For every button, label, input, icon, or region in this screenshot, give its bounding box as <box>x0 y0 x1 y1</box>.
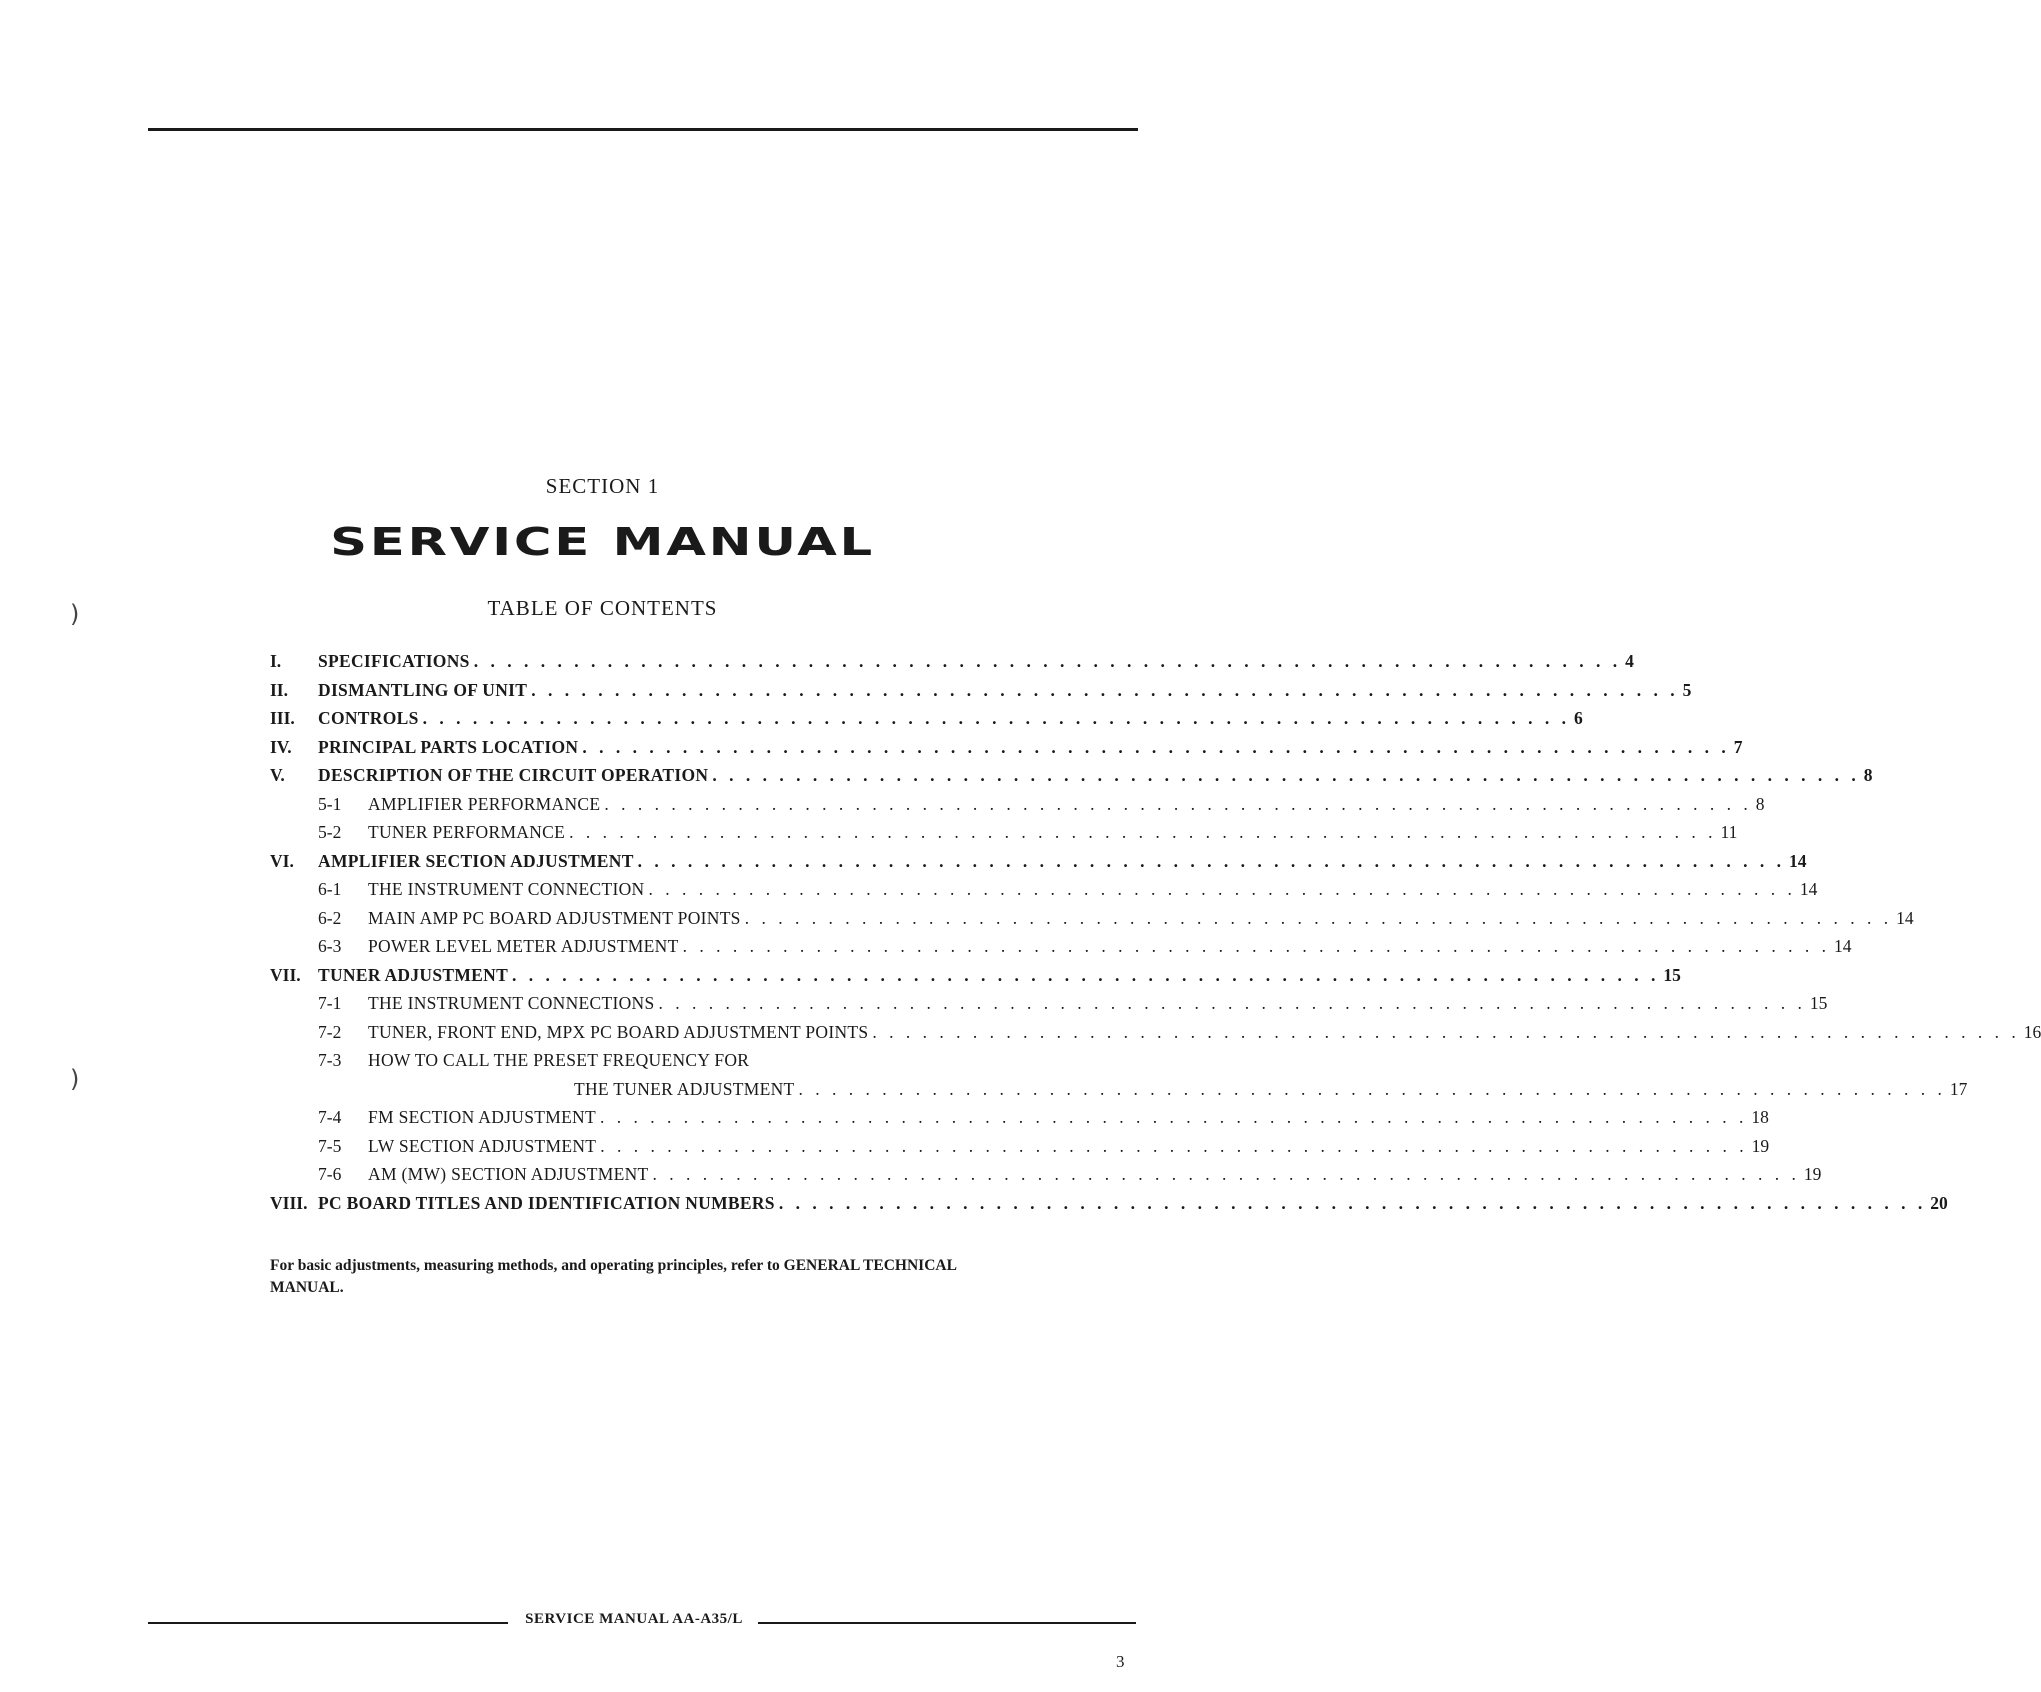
toc-page-number: 20 <box>1930 1192 1948 1213</box>
page-title: SERVICE MANUAL <box>330 520 875 564</box>
toc-subnumber: 7-6 <box>318 1164 342 1184</box>
toc-numeral: III. <box>270 708 295 728</box>
toc-row <box>270 708 1583 737</box>
toc-page-number: 5 <box>1682 679 1692 700</box>
toc-numeral: IV. <box>270 736 292 757</box>
toc-row <box>270 1021 2041 1051</box>
toc-row <box>270 936 1852 965</box>
toc-page-number: 19 <box>1803 1164 1822 1184</box>
toc-leader-dots: . . . . . . . . . . . . . . . . . . . . . . . . . . . . . . . . . . . . . . . . . . . . . . . . . . . . . . . . . . . . . . . . . . . . . <box>658 993 1806 1013</box>
toc-leader-dots: . . . . . . . . . . . . . . . . . . . . . . . . . . . . . . . . . . . . . . . . . . . . . . . . . . . . . . . . . . . . . . . . . . . . . <box>531 679 1679 700</box>
toc-leader-dots: . . . . . . . . . . . . . . . . . . . . . . . . . . . . . . . . . . . . . . . . . . . . . . . . . . . . . . . . . . . . . . . . . . . . . <box>473 651 1622 671</box>
toc-subnumber: 5-2 <box>318 822 342 842</box>
toc-subnumber: 7-3 <box>318 1050 342 1070</box>
toc-heading: TABLE OF CONTENTS <box>487 596 718 620</box>
toc-subnumber: 6-2 <box>318 907 342 928</box>
toc-title: DISMANTLING OF UNIT <box>318 679 528 700</box>
toc-row <box>270 1164 1822 1193</box>
toc-title: THE INSTRUMENT CONNECTIONS <box>368 993 655 1013</box>
toc-title: TUNER ADJUSTMENT <box>318 964 509 985</box>
toc-title: AMPLIFIER SECTION ADJUSTMENT <box>318 850 634 871</box>
toc-row <box>270 1135 1770 1165</box>
toc-page-number: 15 <box>1809 993 1828 1013</box>
binding-mark: ) <box>70 600 80 628</box>
toc-leader-dots: . . . . . . . . . . . . . . . . . . . . . . . . . . . . . . . . . . . . . . . . . . . . . . . . . . . . . . . . . . . . . . . . . . . . . <box>600 1135 1748 1156</box>
toc-row <box>270 964 1681 994</box>
toc-leader-dots: . . . . . . . . . . . . . . . . . . . . . . . . . . . . . . . . . . . . . . . . . . . . . . . . . . . . . . . . . . . . . . . . . . . . . <box>637 850 1786 871</box>
toc-leader-dots: . . . . . . . . . . . . . . . . . . . . . . . . . . . . . . . . . . . . . . . . . . . . . . . . . . . . . . . . . . . . . . . . . . . . . <box>600 1107 1748 1127</box>
toc-title: TUNER, FRONT END, MPX PC BOARD ADJUSTMENT POINTS <box>368 1021 869 1042</box>
toc-subnumber: 7-5 <box>318 1135 342 1156</box>
toc-title: PC BOARD TITLES AND IDENTIFICATION NUMBERS <box>318 1192 775 1213</box>
toc-title: POWER LEVEL METER ADJUSTMENT <box>368 936 679 956</box>
toc-numeral: VIII. <box>270 1192 308 1213</box>
toc-row <box>270 1192 1948 1222</box>
toc-title: AMPLIFIER PERFORMANCE <box>368 793 601 814</box>
toc-title: FM SECTION ADJUSTMENT <box>368 1107 596 1127</box>
toc-row <box>270 907 1914 937</box>
toc-row <box>270 822 1738 851</box>
toc-subnumber: 7-2 <box>318 1021 342 1042</box>
toc-subnumber: 7-1 <box>318 993 342 1013</box>
toc-numeral: I. <box>270 651 282 671</box>
toc-page-number: 16 <box>2023 1021 2041 1042</box>
toc-page-number: 6 <box>1574 708 1583 728</box>
toc-page-number: 15 <box>1663 964 1681 985</box>
toc-page-number: 14 <box>1789 850 1807 871</box>
toc-row <box>270 879 1818 908</box>
footer-text: SERVICE MANUAL AA-A35/L <box>525 1611 743 1627</box>
toc-row <box>270 765 1873 794</box>
toc-title: THE TUNER ADJUSTMENT <box>574 1078 795 1099</box>
toc-title: TUNER PERFORMANCE <box>368 822 566 842</box>
toc-row <box>270 793 1765 823</box>
toc-subnumber: 5-1 <box>318 793 342 814</box>
toc-subnumber: 6-1 <box>318 879 342 899</box>
toc-leader-dots: . . . . . . . . . . . . . . . . . . . . . . . . . . . . . . . . . . . . . . . . . . . . . . . . . . . . . . . . . . . . . . . . . . . . . <box>648 879 1796 899</box>
toc-leader-dots: . . . . . . . . . . . . . . . . . . . . . . . . . . . . . . . . . . . . . . . . . . . . . . . . . . . . . . . . . . . . . . . . . . . . . <box>512 964 1660 985</box>
toc-page-number: 4 <box>1625 651 1634 671</box>
toc-row <box>270 651 1634 680</box>
toc-page-number: 19 <box>1751 1135 1770 1156</box>
toc-page-number: 18 <box>1751 1107 1769 1127</box>
toc-leader-dots: . . . . . . . . . . . . . . . . . . . . . . . . . . . . . . . . . . . . . . . . . . . . . . . . . . . . . . . . . . . . . . . . . . . . . <box>604 793 1752 814</box>
section-label: SECTION 1 <box>545 474 660 498</box>
reference-note: For basic adjustments, measuring methods, and operating principles, refer to GENERAL TECHNICAL MANUAL. <box>270 1257 957 1296</box>
toc-row <box>270 1050 1012 1079</box>
toc-subnumber: 6-3 <box>318 936 342 956</box>
toc-page-number: 14 <box>1896 907 1914 928</box>
footer-rule <box>148 1622 508 1624</box>
toc-row <box>270 850 1807 880</box>
toc-leader-dots: . . . . . . . . . . . . . . . . . . . . . . . . . . . . . . . . . . . . . . . . . . . . . . . . . . . . . . . . . . . . . . . . . . . . . <box>652 1164 1800 1184</box>
footer-rule <box>758 1622 1136 1624</box>
toc-title: PRINCIPAL PARTS LOCATION <box>318 736 579 757</box>
toc-row <box>270 679 1692 709</box>
toc-leader-dots: . . . . . . . . . . . . . . . . . . . . . . . . . . . . . . . . . . . . . . . . . . . . . . . . . . . . . . . . . . . . . . . . . . . . . <box>744 907 1893 928</box>
toc-row <box>270 1107 1769 1136</box>
top-rule <box>148 128 1138 131</box>
toc-title: MAIN AMP PC BOARD ADJUSTMENT POINTS <box>368 907 741 928</box>
toc-title: HOW TO CALL THE PRESET FREQUENCY FOR <box>368 1050 750 1070</box>
table-of-contents <box>270 651 2041 1221</box>
toc-leader-dots: . . . . . . . . . . . . . . . . . . . . . . . . . . . . . . . . . . . . . . . . . . . . . . . . . . . . . . . . . . . . . . . . . . . . . <box>778 1192 1927 1213</box>
toc-numeral: VI. <box>270 850 294 871</box>
toc-leader-dots: . . . . . . . . . . . . . . . . . . . . . . . . . . . . . . . . . . . . . . . . . . . . . . . . . . . . . . . . . . . . . . . . . . . . . <box>712 765 1860 785</box>
toc-numeral: VII. <box>270 964 301 985</box>
toc-title: THE INSTRUMENT CONNECTION <box>368 879 645 899</box>
toc-leader-dots: . . . . . . . . . . . . . . . . . . . . . . . . . . . . . . . . . . . . . . . . . . . . . . . . . . . . . . . . . . . . . . . . . . . . . <box>872 1021 2020 1042</box>
toc-page-number: 7 <box>1733 736 1743 757</box>
toc-numeral: II. <box>270 679 288 700</box>
toc-leader-dots: . . . . . . . . . . . . . . . . . . . . . . . . . . . . . . . . . . . . . . . . . . . . . . . . . . . . . . . . . . . . . . . . . . . . . <box>682 936 1830 956</box>
toc-title: DESCRIPTION OF THE CIRCUIT OPERATION <box>318 765 709 785</box>
binding-mark: ) <box>70 1065 80 1093</box>
toc-page-number: 8 <box>1755 793 1765 814</box>
page-number: 3 <box>1116 1652 1125 1671</box>
toc-title: AM (MW) SECTION ADJUSTMENT <box>368 1164 649 1184</box>
toc-leader-dots: . . . . . . . . . . . . . . . . . . . . . . . . . . . . . . . . . . . . . . . . . . . . . . . . . . . . . . . . . . . . . . . . . . . . . <box>422 708 1570 728</box>
toc-leader-dots: . . . . . . . . . . . . . . . . . . . . . . . . . . . . . . . . . . . . . . . . . . . . . . . . . . . . . . . . . . . . . . . . . . . . . <box>798 1078 1946 1099</box>
toc-leader-dots: . . . . . . . . . . . . . . . . . . . . . . . . . . . . . . . . . . . . . . . . . . . . . . . . . . . . . . . . . . . . . . . . . . . . . <box>569 822 1717 842</box>
toc-page-number: 17 <box>1949 1078 1968 1099</box>
toc-row <box>270 736 1743 766</box>
toc-numeral: V. <box>270 765 285 785</box>
toc-page-number: 14 <box>1833 936 1852 956</box>
toc-subnumber: 7-4 <box>318 1107 342 1127</box>
toc-title: SPECIFICATIONS <box>318 651 470 671</box>
toc-row <box>270 993 1828 1022</box>
toc-page-number: 8 <box>1863 765 1873 785</box>
toc-row <box>270 1078 1968 1108</box>
toc-title: CONTROLS <box>318 708 419 728</box>
toc-leader-dots: . . . . . . . . . . . . . . . . . . . . . . . . . . . . . . . . . . . . . . . . . . . . . . . . . . . . . . . . . . . . . . . . . . . . . <box>582 736 1730 757</box>
toc-page-number: 11 <box>1720 822 1738 842</box>
toc-page-number: 14 <box>1799 879 1818 899</box>
toc-title: LW SECTION ADJUSTMENT <box>368 1135 597 1156</box>
